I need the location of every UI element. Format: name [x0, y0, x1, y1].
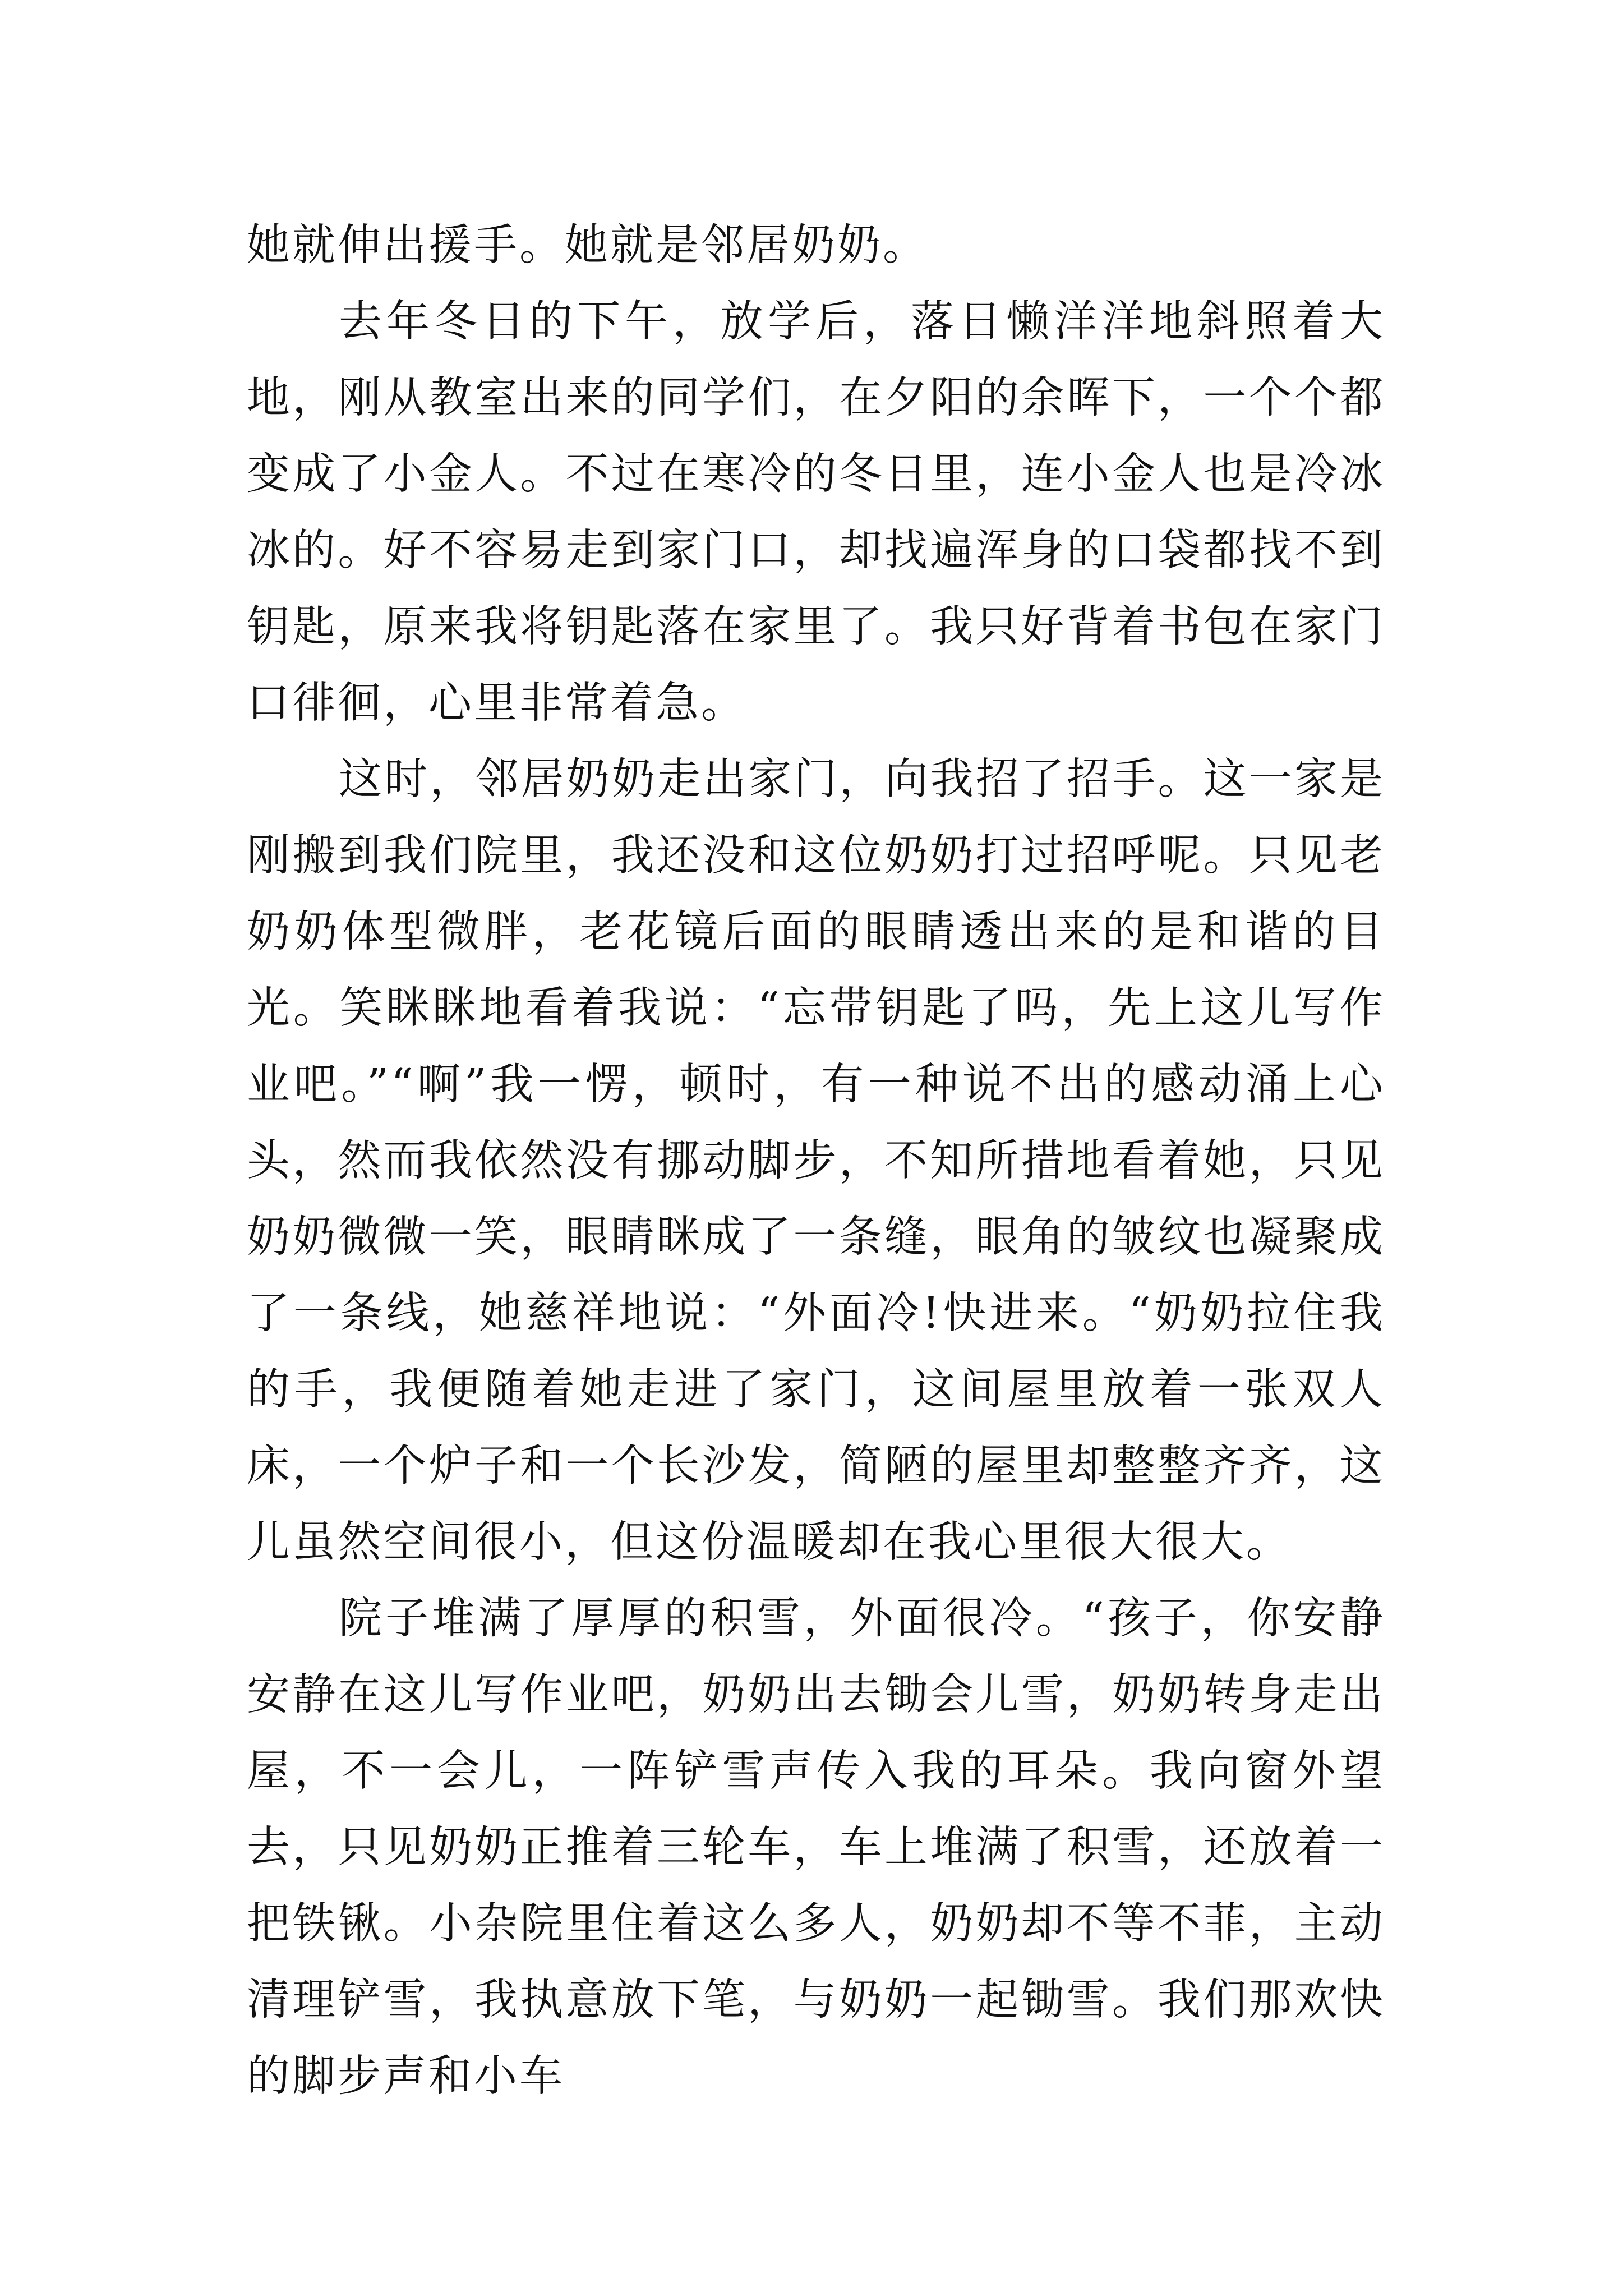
paragraph-3: 这时，邻居奶奶走出家门，向我招了招手。这一家是刚搬到我们院里，我还没和这位奶奶打过招呼呢。只见老奶奶体型微胖，老花镜后面的眼睛透出来的是和谐的目光。笑眯眯地看着我说：“忘带钥匙了吗，先上这儿写作业吧。”“啊”我一愣，顿时，有一种说不出的感动涌上心头，然而我依然没有挪动脚步，不知所措地看着她，只见奶奶微微一笑，眼睛眯成了一条缝，眼角的皱纹也凝聚成了一条线，她慈祥地说：“外面冷!快进来。“奶奶拉住我的手，我便随着她走进了家门，这间屋里放着一张双人床，一个炉子和一个长沙发，简陋的屋里却整整齐齐，这儿虽然空间很小，但这份温暖却在我心里很大很大。 [247, 754, 1385, 1567]
paragraph-1: 她就伸出援手。她就是邻居奶奶。 [247, 220, 928, 270]
paragraph-2: 去年冬日的下午，放学后，落日懒洋洋地斜照着大地，刚从教室出来的同学们，在夕阳的余晖下，一个个都变成了小金人。不过在寒冷的冬日里，连小金人也是冷冰冰的。好不容易走到家门口，却找遍浑身的口袋都找不到钥匙，原来我将钥匙落在家里了。我只好背着书包在家门口徘徊，心里非常着急。 [247, 297, 1385, 728]
paragraph-4: 院子堆满了厚厚的积雪，外面很冷。“孩子，你安静安静在这儿写作业吧，奶奶出去锄会儿雪，奶奶转身走出屋，不一会儿，一阵铲雪声传入我的耳朵。我向窗外望去，只见奶奶正推着三轮车，车上堆满了积雪，还放着一把铁锹。小杂院里住着这么多人，奶奶却不等不菲，主动清理铲雪，我执意放下笔，与奶奶一起锄雪。我们那欢快的脚步声和小车 [247, 1594, 1385, 2101]
document-page [247, 208, 1385, 2115]
